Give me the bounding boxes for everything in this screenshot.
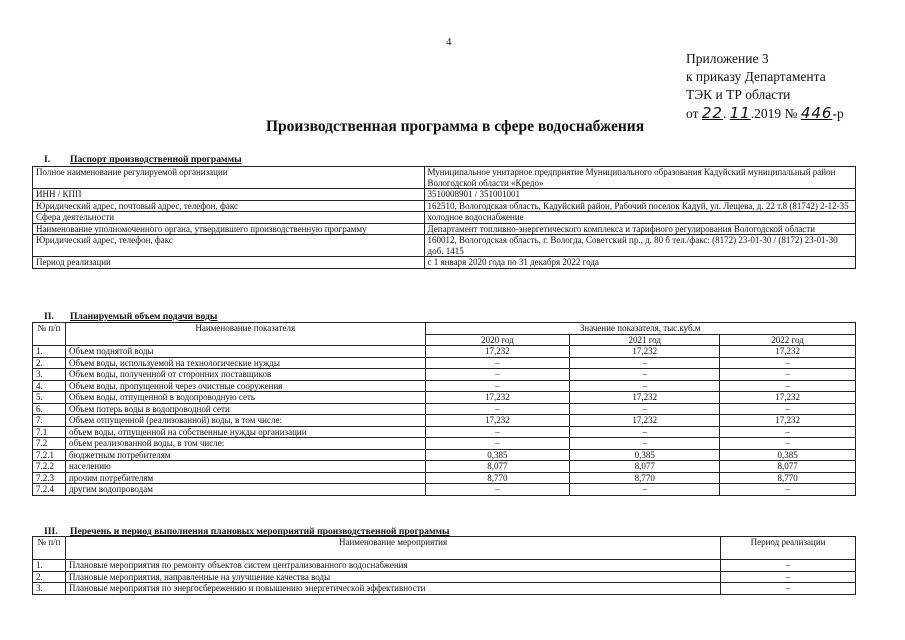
measure-name: Плановые мероприятия по энергосбережению и повышению энергетической эффективности xyxy=(65,583,720,595)
table-row xyxy=(33,403,856,415)
indicator-value: 0,385 xyxy=(720,449,856,461)
indicator-name: Объем воды, отпущенной в водопроводную сеть xyxy=(65,392,425,404)
indicator-value: – xyxy=(720,357,856,369)
row-number: 7.1 xyxy=(33,426,66,438)
table-row xyxy=(33,380,856,392)
row-number: 7.2.3 xyxy=(33,472,66,484)
indicator-value: – xyxy=(570,357,720,369)
indicator-value: – xyxy=(570,380,720,392)
row-number: 7.2.2 xyxy=(33,461,66,473)
indicator-value: 8,770 xyxy=(720,472,856,484)
indicator-value: – xyxy=(425,369,570,381)
table-row xyxy=(33,438,856,450)
col-header-number: № п/п xyxy=(33,537,66,560)
passport-value: 162510, Вологодская область, Кадуйский район, Рабочий поселок Кадуй, ул. Лещева, д. 22 т.8 (81742) 2-12-35 xyxy=(424,200,855,212)
row-number: 4. xyxy=(33,380,66,392)
indicator-name: Объем потерь воды в водопроводной сети xyxy=(65,403,425,415)
passport-label: Сфера деятельности xyxy=(33,212,425,224)
table-row xyxy=(33,472,856,484)
indicator-name: прочим потребителям xyxy=(65,472,425,484)
table-row xyxy=(33,392,856,404)
indicator-name: населению xyxy=(65,461,425,473)
indicator-value: 17,232 xyxy=(570,346,720,358)
indicator-value: – xyxy=(720,380,856,392)
passport-value: холодное водоснабжение xyxy=(424,212,855,224)
table-row xyxy=(33,357,856,369)
indicator-value: 17,232 xyxy=(425,346,570,358)
table-row xyxy=(33,461,856,473)
row-number: 2. xyxy=(33,357,66,369)
row-number: 1. xyxy=(33,346,66,358)
measure-period: – xyxy=(721,571,856,583)
table-row xyxy=(33,167,856,189)
row-number: 7. xyxy=(33,415,66,427)
indicator-value: 17,232 xyxy=(570,415,720,427)
col-header-year: 2021 год xyxy=(570,334,720,346)
indicator-value: – xyxy=(570,369,720,381)
section-2-heading xyxy=(44,311,217,322)
row-number: 7.2.1 xyxy=(33,449,66,461)
passport-label: ИНН / КПП xyxy=(33,189,425,201)
indicator-value: – xyxy=(570,438,720,450)
indicator-value: 8,077 xyxy=(425,461,570,473)
table-row xyxy=(33,571,856,583)
passport-label: Юридический адрес, телефон, факс xyxy=(33,235,425,257)
table-row xyxy=(33,426,856,438)
handwritten-month: 11 xyxy=(729,104,751,122)
indicator-name: объем воды, отпущенной на собственные нужды организации xyxy=(65,426,425,438)
indicator-value: – xyxy=(570,426,720,438)
passport-value: Департамент топливно-энергетического комплекса и тарифного регулирования Вологодской области xyxy=(424,223,855,235)
indicator-value: 17,232 xyxy=(425,415,570,427)
row-number: 3. xyxy=(33,583,66,595)
passport-value: 3510008901 / 351001001 xyxy=(424,189,855,201)
indicator-name: Объем отпущенной (реализованной) воды, в том числе: xyxy=(65,415,425,427)
table-row xyxy=(33,346,856,358)
section-3-title: Перечень и период выполнения плановых мероприятий производственной программы xyxy=(70,526,450,537)
table-row xyxy=(33,200,856,212)
indicator-value: 0,385 xyxy=(570,449,720,461)
appendix-line-2: к приказу Департамента xyxy=(686,69,826,84)
table-row xyxy=(33,560,856,572)
indicator-value: 8,770 xyxy=(570,472,720,484)
appendix-line-3: ТЭК и ТР области xyxy=(686,87,791,102)
indicator-value: 17,232 xyxy=(425,392,570,404)
table-row xyxy=(33,212,856,224)
appendix-date-line: от 22. 11.2019 № 446-р xyxy=(686,104,844,122)
col-header-indicator: Наименование показателя xyxy=(65,323,425,346)
table-row xyxy=(33,369,856,381)
row-number: 2. xyxy=(33,571,66,583)
col-header-year: 2020 год xyxy=(425,334,570,346)
col-header-period: Период реализации xyxy=(721,537,856,560)
indicator-value: – xyxy=(425,403,570,415)
passport-value: с 1 января 2020 года по 31 декабря 2022 года xyxy=(424,257,855,269)
row-number: 3. xyxy=(33,369,66,381)
measures-table xyxy=(32,536,856,595)
col-header-measure: Наименование мероприятия xyxy=(65,537,720,560)
order-suffix: -р xyxy=(832,106,844,121)
page-title: Производственная программа в сфере водоснабжения xyxy=(266,118,645,135)
water-volume-table xyxy=(32,322,856,496)
indicator-name: другим водопроводам xyxy=(65,484,425,496)
appendix-line-1: Приложение 3 xyxy=(686,51,769,66)
indicator-value: 17,232 xyxy=(720,392,856,404)
measure-period: – xyxy=(721,583,856,595)
indicator-value: 17,232 xyxy=(720,346,856,358)
table-row xyxy=(33,223,856,235)
indicator-name: Объем поднятой воды xyxy=(65,346,425,358)
appendix-block xyxy=(686,50,844,123)
section-3-number: III. xyxy=(44,526,58,537)
passport-value: Муниципальное унитарное предприятие Муниципального образования Кадуйский муниципальный район Вологодской области «Кредо» xyxy=(424,167,855,189)
table-row xyxy=(33,484,856,496)
indicator-value: – xyxy=(720,403,856,415)
indicator-value: – xyxy=(425,380,570,392)
measure-name: Плановые мероприятия, направленные на улучшение качества воды xyxy=(65,571,720,583)
passport-label: Юридический адрес, почтовый адрес, телефон, факс xyxy=(33,200,425,212)
table-row xyxy=(33,449,856,461)
indicator-name: Объем воды, используемой на технологические нужды xyxy=(65,357,425,369)
indicator-value: – xyxy=(425,438,570,450)
row-number: 5. xyxy=(33,392,66,404)
indicator-name: бюджетным потребителям xyxy=(65,449,425,461)
section-2-title: Планируемый объем подачи воды xyxy=(70,311,218,322)
year-and-number-sign: .2019 № xyxy=(750,106,798,121)
passport-label: Полное наименование регулируемой организации xyxy=(33,167,425,189)
table-row xyxy=(33,257,856,269)
indicator-value: – xyxy=(570,484,720,496)
date-prefix: от xyxy=(686,106,699,121)
table-row xyxy=(33,583,856,595)
col-header-value: Значение показателя, тыс.куб.м xyxy=(425,323,855,335)
indicator-value: 8,770 xyxy=(425,472,570,484)
indicator-value: 17,232 xyxy=(570,392,720,404)
table-row xyxy=(33,235,856,257)
indicator-value: – xyxy=(720,426,856,438)
indicator-value: – xyxy=(720,438,856,450)
indicator-name: Объем воды, полученной от сторонних поставщиков xyxy=(65,369,425,381)
indicator-name: Объем воды, пропущенной через очистные сооружения xyxy=(65,380,425,392)
table-row xyxy=(33,189,856,201)
col-header-number: № п/п xyxy=(33,323,66,346)
page-number: 4 xyxy=(446,36,452,48)
indicator-value: – xyxy=(425,426,570,438)
indicator-value: – xyxy=(425,357,570,369)
row-number: 1. xyxy=(33,560,66,572)
indicator-value: 8,077 xyxy=(720,461,856,473)
row-number: 6. xyxy=(33,403,66,415)
indicator-value: 17,232 xyxy=(720,415,856,427)
section-1-heading xyxy=(44,154,242,165)
indicator-name: объем реализованной воды, в том числе: xyxy=(65,438,425,450)
indicator-value: – xyxy=(720,369,856,381)
col-header-year: 2022 год xyxy=(720,334,856,346)
section-2-number: II. xyxy=(44,311,54,322)
measure-name: Плановые мероприятия по ремонту объектов систем централизованного водоснабжения xyxy=(65,560,720,572)
indicator-value: – xyxy=(720,484,856,496)
passport-label: Период реализации xyxy=(33,257,425,269)
passport-table xyxy=(32,166,856,269)
indicator-value: 0,385 xyxy=(425,449,570,461)
passport-value: 160012, Вологодская область, г. Вологда, Советский пр., д. 80 б тел./факс: (8172) 23-01-30 / (8172) 23-01-30 доб. 1415 xyxy=(424,235,855,257)
handwritten-day: 22 xyxy=(701,104,723,122)
measure-period: – xyxy=(721,560,856,572)
indicator-value: – xyxy=(425,484,570,496)
handwritten-number: 446 xyxy=(800,104,833,122)
row-number: 7.2 xyxy=(33,438,66,450)
section-1-number: I. xyxy=(44,154,51,165)
row-number: 7.2.4 xyxy=(33,484,66,496)
indicator-value: 8,077 xyxy=(570,461,720,473)
table-row xyxy=(33,415,856,427)
passport-label: Наименование уполномоченного органа, утвердившего производственную программу xyxy=(33,223,425,235)
indicator-value: – xyxy=(570,403,720,415)
section-1-title: Паспорт производственной программы xyxy=(70,154,242,165)
